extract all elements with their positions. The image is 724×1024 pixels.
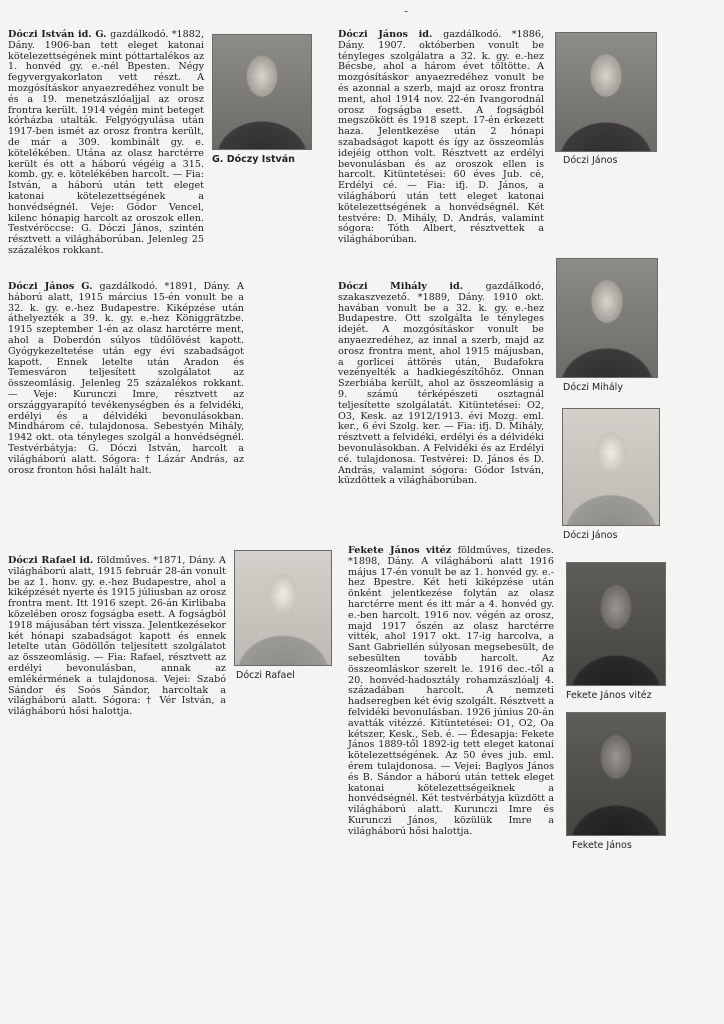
photo-caption: Dóczi Rafael <box>236 670 295 681</box>
entry-heading: Dóczi János G. <box>8 281 100 292</box>
entry-heading: Dóczi Mihály id. <box>338 281 486 292</box>
portrait-photo <box>562 408 660 526</box>
entry-text: gazdálkodó, szakaszvezető. *1889, Dány. 1910 okt. havában vonult be a 32. k. gy. e.-hez Budapestre. Ott szolgálta le tényleges idejét. A mozgósításkor vonult be anyaezredéhez, az innal a szerb, majd az orosz frontra ment, ahol 1915 májusban, a gorlicei áttörés után, Budafokra vezényelték a hadkiegészítőhöz. Onnan Szerbiába került, ahol az összeomlásig a 9. számú térképészeti osztagnál teljesítette szolgálatát. Kitüntetései: O2, O3, Kesk. az 1912/1913. évi Mozg. eml. ker., 6 évi Szolg. ker. — Fia: ifj. D. Mihály, résztvett a felvidéki, erdélyi és a délvidéki bevonulásokban. A Felvidéki és az Erdélyi cé. tulajdonosa. Testvérei: D. János és D. András, valamint sógora: Gódor István, küzdöttek a világháborúban. <box>338 281 544 487</box>
portrait-photo <box>566 562 666 686</box>
entry-text: földműves. *1871, Dány. A világháború alatt, 1915 február 28-án vonult be az 1. honv. gy. e.-hez Budapestre, ahol a kiképzését nyerte és 1915 júliusban az orosz frontra ment. Itt 1916 szept. 26-án Kirlibaba közelében orosz fogságba esett. A fogságból 1918 májusában tért vissza. Jelentkezésekor két hónapi szabadságot kapott és ennek letelte után Gödöllőn teljesített szolgálatot az összeomlásig. — Fia: Rafael, résztvett az erdélyi bevonulásban, annak az emlékérmének a tulajdonosa. Vejei: Szabó Sándor és Soós Sándor, harcoltak a világháború alatt. Sógora: † Vér István, a világháború hősi halottja. <box>8 555 226 718</box>
photo-caption: Fekete János vitéz <box>566 690 652 701</box>
photo-caption: Dóczi Mihály <box>563 382 623 393</box>
entry-doczi-mihaly <box>338 282 544 487</box>
entry-fekete-janos <box>348 546 554 838</box>
entry-text: gazdálkodó. *1882, Dány. 1906-ban tett eleget katonai kötelezettségének mint póttartalékos az 1. honvéd gy. e.-nél Bpesten. Négy fegyvergyakorlaton vett részt. A mozgósításkor anyaezredéhez vonult be és a 19. menetzászlóaljjal az orosz frontra került. 1914 végén mint beteget kórházba utalták. Felgyógyulása után 1917-ben ismét az orosz frontra került, de már a 309. kombinált gy. e. kötelékében. Utána az olasz harctérre került és ott a háború végéig a 315. komb. gy. e. kötelékében harcolt. — Fia: István, a háború után tett eleget katonai kötelezettségének a honvédségnél. Veje: Gódor Vencel, kilenc hónapig harcolt az oroszok ellen. Testvéröccse: G. Dóczi János, szintén résztvett a világháborúban. Jelenleg 25 százalékos rokkant. <box>8 29 205 256</box>
photo-caption: Dóczi János <box>563 155 618 166</box>
entry-doczi-janos-id <box>338 30 544 246</box>
entry-doczi-rafael <box>8 556 226 718</box>
entry-heading: Dóczi János id. <box>338 29 444 40</box>
entry-text: gazdálkodó. *1886, Dány. 1907. októberben vonult be tényleges szolgálatra a 32. k. gy. e.-hez Bécsbe, ahol a három évet töltötte. A mozgósításkor anyaezredéhez vonult be és azonnal a szerb, majd az orosz frontra ment, ahol 1914 nov. 22-én Ivangorodnál orosz fogságba esett. A fogságból megszökött és 1918 szept. 17-én érkezett haza. Jelentkezése után 2 hónapi szabadságot kapott és így az összeomlás idejéig otthon volt. Résztvett az erdélyi bevonulásban és az oroszok ellen is harcolt. Kitüntetései: 60 éves Jub. cé, Erdélyi cé. — Fia: ifj. D. János, a világháború után tett eleget katonai kötelezettségének a honvédségnél. Két testvére: D. Mihály, D. András, valamint sógora: Tóth Albert, résztvettek a világháborúban. <box>338 29 544 246</box>
entry-text: gazdálkodó. *1891, Dány. A háború alatt, 1915 március 15-én vonult be a 32. k. gy. e.-hez Budapestre. Kiképzése után áthelyezték a 39. k. gy. e.-hez Königgrätzbe. 1915 szeptember 1-én az olasz harctérre ment, ahol a Doberdón súlyos tüdőlövést kapott. Gyógykezeltetése után egy évi szabadságot kapott. Ennek letelte után Aradon és Temesváron teljesített szolgálatot az összeomlásig. Jelenleg 25 százalékos rokkant. — Veje: Kurunczi Imre, résztvett az országgyarapító tevékenységben és a felvidéki, erdélyi és a délvidéki bevonulásokban. Mindhárom cé. tulajdonosa. Sebestyén Mihály, 1942 okt. ota tényleges szolgál a honvédségnél. Testvérbátyja: G. Dóczi István, harcolt a világháború alatt. Sógora: † Lázár András, az orosz fronton hősi halált halt. <box>8 281 244 476</box>
portrait-photo <box>566 712 666 836</box>
entry-heading: Dóczi Rafael id. <box>8 555 97 566</box>
portrait-photo <box>555 32 657 152</box>
portrait-photo <box>556 258 658 378</box>
photo-caption: Dóczi János <box>563 530 618 541</box>
entry-heading: Fekete János vitéz <box>348 545 458 556</box>
portrait-photo <box>212 34 312 150</box>
entry-doczi-istvan <box>8 30 204 257</box>
photo-caption: Fekete János <box>572 840 632 851</box>
entry-heading: Dóczi István id. G. <box>8 29 111 40</box>
page-mark: - <box>404 4 409 18</box>
photo-caption: G. Dóczy István <box>212 154 295 165</box>
entry-text: földműves, tizedes. *1898, Dány. A világháború alatt 1916 május 17-én vonult be az 1. honvéd gy. e.-hez Bpestre. Két heti kiképzése után önként jelentkezése folytán az olasz harctérre ment és itt már a 4. honvéd gy. e.-ben harcolt. 1916 nov. végén az orosz, majd 1917 őszén az olasz harctérre vitték, ahol 1917 okt. 17-ig harcolva, a Sant Gabriellén súlyosan megsebesült, de sebesülten tovább harcolt. Az összeomláskor szerelt le. 1916 dec.-től a 20. honvéd-hadosztály rohamzászlóalj 4. századában harcolt. A nemzeti hadseregben két évig szolgált. Résztvett a felvidéki bevonulásban. 1926 június 20-án avatták vitézzé. Kitüntetései: O1, O2, Oa kétszer, Kesk., Seb. é. — Édesapja: Fekete János 1889-től 1892-ig tett eleget katonai kötelezettségének. Az 50 éves jub. eml. érem tulajdonosa. — Vejei: Baglyos János és B. Sándor a háború után tettek eleget katonai kötelezettségeiknek a honvédségnél. Két testvérbátyja küzdött a világháború alatt. Kurunczi Imre és Kurunczi János, közülük Imre a világháború hősi halottja. <box>348 545 554 837</box>
entry-doczi-janos-g <box>8 282 244 476</box>
portrait-photo <box>234 550 332 666</box>
